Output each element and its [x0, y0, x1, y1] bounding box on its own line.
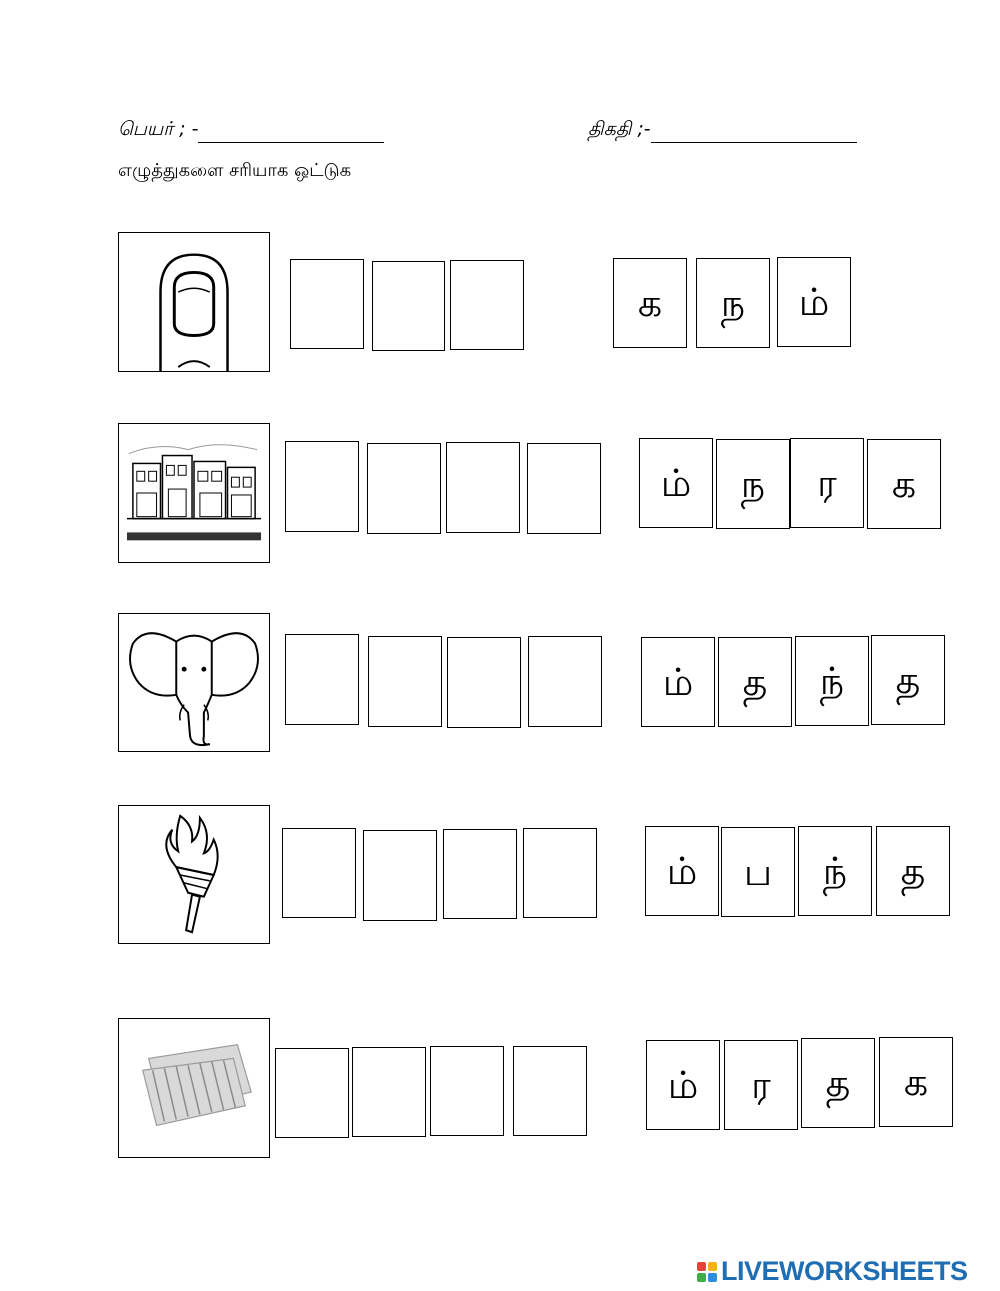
date-line[interactable] [651, 124, 857, 143]
letter-tile[interactable]: ம் [639, 438, 713, 528]
answer-box[interactable] [363, 830, 437, 921]
answer-box[interactable] [352, 1047, 426, 1137]
liveworksheets-logo[interactable] [697, 1256, 968, 1287]
name-label: பெயர் ; - [118, 118, 199, 140]
letter-tile[interactable]: ர [790, 438, 864, 528]
roof-sheets-picture [118, 1018, 270, 1158]
elephant-picture [118, 613, 270, 752]
answer-box[interactable] [513, 1046, 587, 1136]
torch-picture [118, 805, 270, 944]
answer-box[interactable] [282, 828, 356, 918]
answer-box[interactable] [285, 634, 359, 725]
letter-tile[interactable]: க [613, 258, 687, 348]
answer-box[interactable] [290, 259, 364, 349]
letter-tile[interactable]: த [801, 1038, 875, 1128]
town-picture [118, 423, 270, 563]
answer-box[interactable] [372, 261, 445, 351]
answer-box[interactable] [523, 828, 597, 918]
answer-box[interactable] [528, 636, 602, 727]
instruction-text: எழுத்துகளை சரியாக ஒட்டுக [118, 160, 352, 181]
letter-tile[interactable]: ம் [777, 257, 851, 347]
fingernail-picture [118, 232, 270, 372]
letter-tile[interactable]: ந் [795, 636, 869, 726]
answer-box[interactable] [450, 260, 524, 350]
answer-box[interactable] [430, 1046, 504, 1136]
date-label: திகதி ;- [588, 118, 651, 140]
answer-box[interactable] [275, 1048, 349, 1138]
brand-name: LIVEWORKSHEETS [721, 1256, 968, 1286]
letter-tile[interactable]: ந [716, 439, 790, 529]
letter-tile[interactable]: ந் [798, 826, 872, 916]
logo-icon [697, 1262, 717, 1282]
answer-box[interactable] [443, 829, 517, 919]
letter-tile[interactable]: ம் [646, 1040, 720, 1130]
answer-box[interactable] [446, 442, 520, 533]
letter-tile[interactable]: ர [724, 1040, 798, 1130]
answer-box[interactable] [527, 443, 601, 534]
letter-tile[interactable]: த [876, 826, 950, 916]
letter-tile[interactable]: ந [696, 258, 770, 348]
letter-tile[interactable]: த [871, 635, 945, 725]
name-line[interactable] [198, 124, 384, 143]
letter-tile[interactable]: க [867, 439, 941, 529]
letter-tile[interactable]: ப [721, 827, 795, 917]
letter-tile[interactable]: க [879, 1037, 953, 1127]
letter-tile[interactable]: ம் [641, 637, 715, 727]
letter-tile[interactable]: ம் [645, 826, 719, 916]
date-field [588, 118, 857, 143]
answer-box[interactable] [285, 441, 359, 532]
answer-box[interactable] [367, 443, 441, 534]
answer-box[interactable] [447, 637, 521, 728]
letter-tile[interactable]: த [718, 637, 792, 727]
name-field [118, 118, 384, 143]
answer-box[interactable] [368, 636, 442, 727]
